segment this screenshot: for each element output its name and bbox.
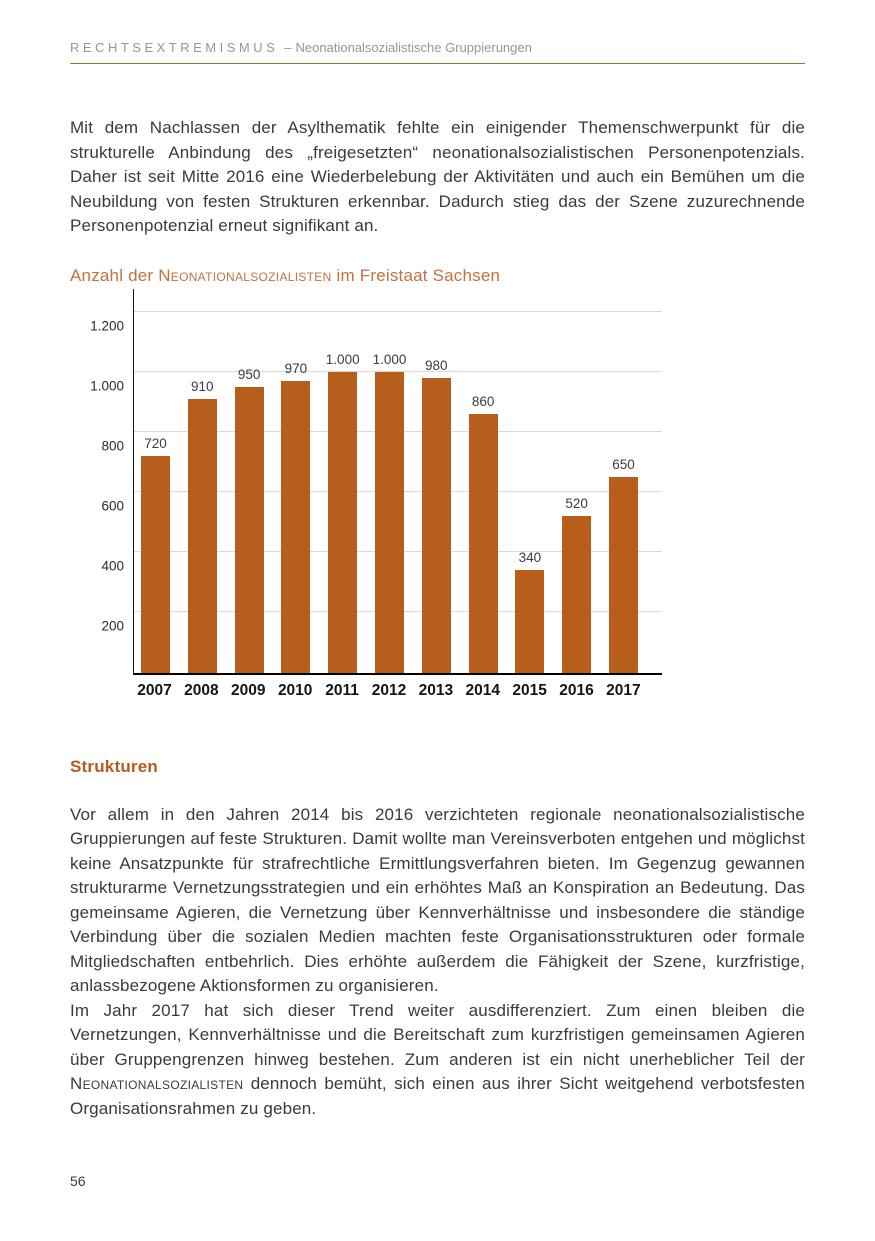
y-axis-tick-label: 200: [101, 618, 124, 634]
bar: [609, 477, 638, 673]
header-rule: [70, 63, 805, 64]
chart-title: [70, 266, 805, 286]
strukturen-paragraph-2: [70, 999, 805, 1122]
bar-value-label: 520: [565, 496, 588, 512]
x-axis-tick-label: 2010: [277, 681, 313, 699]
bar: [281, 381, 310, 673]
section-body: [70, 803, 805, 1122]
bar-value-label: 950: [237, 366, 261, 382]
header-separator: –: [284, 40, 292, 55]
bar: [235, 387, 264, 673]
chapter-kicker: RECHTSEXTREMISMUS: [70, 40, 279, 55]
bar: [188, 399, 217, 673]
bar-group: [515, 550, 544, 672]
y-axis-tick-label: 400: [101, 558, 124, 574]
x-axis-tick-label: 2013: [418, 681, 454, 699]
x-axis-tick-label: 2007: [137, 681, 172, 699]
chapter-subtitle: Neonationalsozialistische Gruppierungen: [295, 40, 532, 55]
paragraph-2-text-end: dennoch bemüht, sich einen aus ihrer Sicht weitgehend verbotsfesten Organisationsrahmen zu geben.: [70, 1074, 805, 1118]
chart-bars: [134, 289, 662, 673]
chart-title-prefix: Anzahl der: [70, 265, 159, 285]
x-axis-tick-label: 2017: [606, 681, 641, 699]
running-header: [70, 0, 805, 64]
bar-group: [562, 496, 591, 672]
bar: [141, 456, 170, 673]
bar: [422, 378, 451, 673]
bar-value-label: 860: [471, 393, 495, 409]
bar: [328, 372, 357, 673]
bar-value-label: 910: [191, 378, 214, 394]
chart-title-suffix: im Freistaat Sachsen: [331, 265, 501, 285]
x-axis-tick-label: 2015: [512, 681, 547, 699]
section-heading-strukturen: Strukturen: [70, 756, 158, 776]
bar-value-label: 720: [144, 435, 167, 451]
bar-value-label: 970: [284, 360, 308, 376]
x-axis-tick-label: 2011: [325, 681, 359, 699]
intro-paragraph: Mit dem Nachlassen der Asylthematik fehlte ein einigender Themenschwerpunkt für die strukturelle Anbindung des „freigesetzten“ neonationalsozialistischen Personenpotenzials. Daher ist seit Mitte 2016 eine Wiederbelebung der Aktivitäten und auch ein Bemühen um die Neubildung von festen Strukturen erkennbar. Dadurch stieg das der Szene zuzurechnende Personenpotenzial erneut signifikant an.: [70, 118, 805, 235]
bar: [375, 372, 404, 673]
chart-title-smallcaps: Neonationalsozialisten: [158, 265, 332, 285]
x-axis-tick-label: 2008: [184, 681, 219, 699]
chart-x-axis-labels: [133, 682, 662, 700]
chart-plot-area: [90, 289, 662, 675]
bar-value-label: 1.000: [325, 351, 360, 367]
bar-chart: [70, 289, 805, 700]
bar-group: [372, 351, 407, 673]
bar-group: [609, 457, 638, 673]
bar-value-label: 1.000: [372, 351, 407, 367]
bar: [469, 414, 498, 673]
running-header-text: [70, 40, 805, 55]
paragraph-2-smallcaps: Neonationalsozialisten: [70, 1074, 244, 1093]
page-number: 56: [70, 1173, 86, 1189]
bar-value-label: 650: [612, 456, 635, 472]
bar-group: [188, 379, 217, 673]
bar: [515, 570, 544, 672]
bar-group: [469, 394, 498, 673]
bar-group: [422, 358, 451, 673]
y-axis-tick-label: 1.000: [90, 378, 124, 394]
bar-group: [141, 436, 170, 673]
bar-group: [281, 361, 310, 673]
x-axis-tick-label: 2016: [559, 681, 594, 699]
bar-value-label: 340: [518, 550, 542, 566]
y-axis-tick-label: 1.200: [90, 318, 124, 333]
x-axis-tick-label: 2014: [465, 681, 500, 699]
bar-group: [325, 351, 360, 673]
x-axis-tick-label: 2012: [371, 681, 407, 699]
bar-value-label: 980: [425, 357, 448, 373]
x-axis-tick-label: 2009: [231, 681, 266, 699]
paragraph-2-text: Im Jahr 2017 hat sich dieser Trend weiter ausdifferenziert. Zum einen bleiben die Vernetzungen, Kennverhältnisse und die Bereitschaft zum kurzfristigen gemeinsamen Agieren über Gruppengrenzen hinweg bestehen. Zum anderen ist ein nicht unerheblicher Teil der: [70, 1000, 805, 1069]
y-axis-tick-label: 800: [101, 438, 124, 454]
bar: [562, 516, 591, 672]
bar-group: [235, 367, 264, 673]
y-axis-tick-label: 600: [101, 498, 124, 514]
strukturen-paragraph-1: Vor allem in den Jahren 2014 bis 2016 verzichteten regionale neonationalsozialistische Gruppierungen auf feste Strukturen. Damit wollte man Vereinsverboten entgehen und möglichst keine Ansatzpunkte für strafrechtliche Ermittlungsverfahren bieten. Im Gegenzug gewannen strukturarme Vernetzungsstrategien und ein erhöhtes Maß an Konspiration an Bedeutung. Das gemeinsame Agieren, die Vernetzung über Kennverhältnisse und insbesondere die ständige Verbindung über die sozialen Medien machten feste Organisationsstrukturen oder formale Mitgliedschaften entbehrlich. Dies erhöhte außerdem die Fähigkeit der Szene, kurzfristige, anlassbezogene Aktionsformen zu organisieren.: [70, 804, 805, 995]
